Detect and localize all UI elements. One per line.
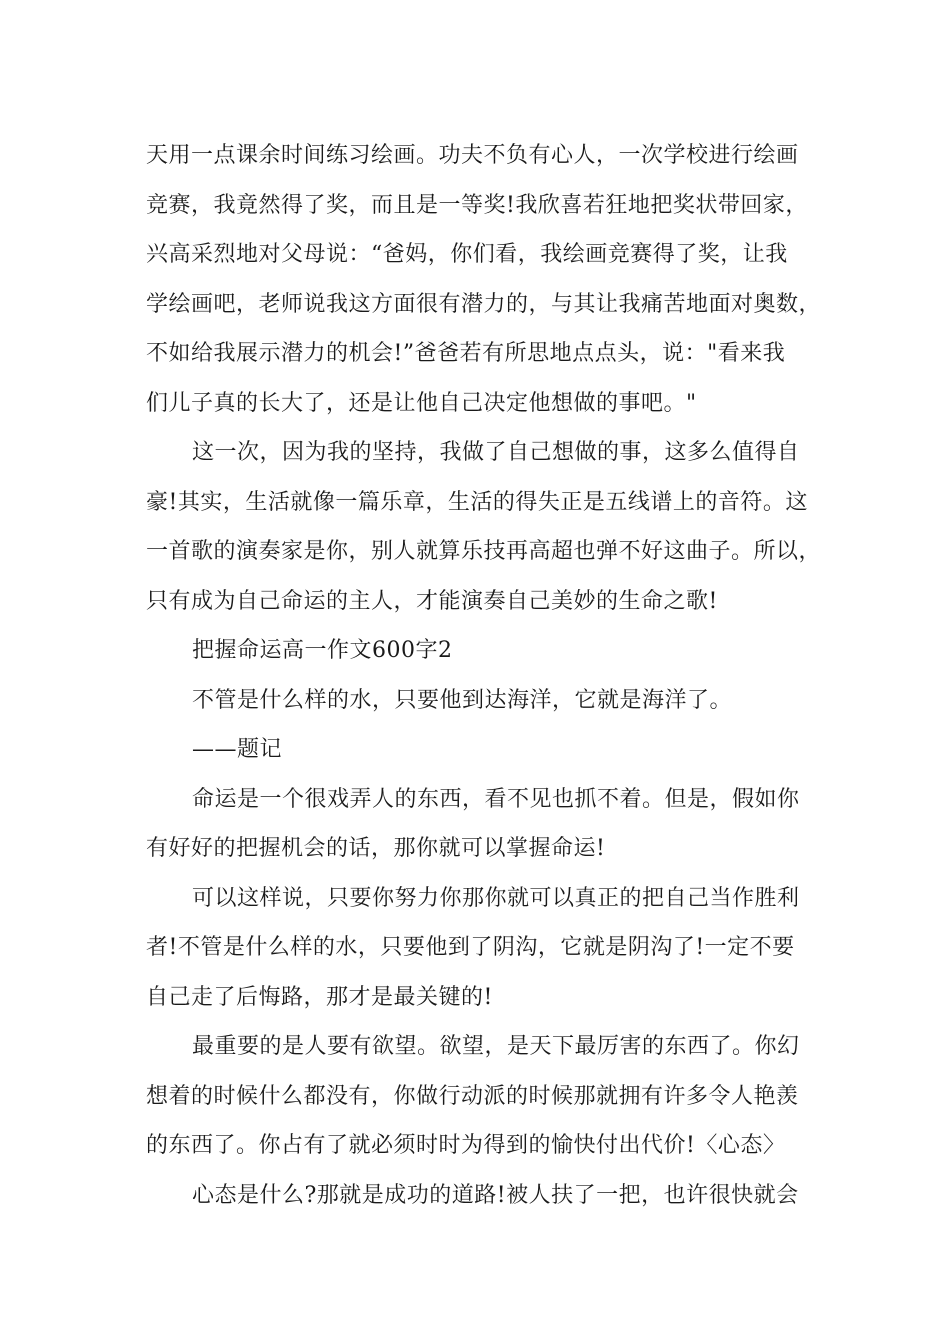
text-line: 者!不管是什么样的水，只要他到了阴沟，它就是阴沟了!一定不要 [146,935,795,960]
text-line: 豪!其实，生活就像一篇乐章，生活的得失正是五线谱上的音符。这 [146,489,808,515]
text-line: 自己走了后悔路，那才是最关键的! [146,984,493,1010]
text-line: 竞赛，我竟然得了奖，而且是一等奖!我欣喜若狂地把奖状带回家， [146,192,808,218]
text-line: 只有成为自己命运的主人，才能演奏自己美妙的生命之歌! [146,588,718,614]
text-line: 有好好的把握机会的话，那你就可以掌握命运! [146,836,606,861]
text-line: 可以这样说，只要你努力你那你就可以真正的把自己当作胜利 [192,885,800,911]
text-line: 这一次，因为我的坚持，我做了自己想做的事，这多么值得自 [192,440,800,465]
text-line: 不如给我展示潜力的机会!”爸爸若有所思地点点头，说："看来我 [146,341,786,366]
text-line: 命运是一个很戏弄人的东西，看不见也抓不着。但是，假如你 [192,786,800,812]
text-line: 天用一点课余时间练习绘画。功夫不负有心人，一次学校进行绘画 [146,143,799,168]
text-line: 想着的时候什么都没有，你做行动派的时候那就拥有许多令人艳羡 [146,1083,799,1109]
epigraph-attribution: ——题记 [192,737,283,762]
text-line: 的东西了。你占有了就必须时时为得到的愉快付出代价!〈心态〉 [146,1133,786,1158]
text-line: 一首歌的演奏家是你，别人就算乐技再高超也弹不好这曲子。所以， [146,539,822,564]
epigraph-line: 不管是什么样的水，只要他到达海洋，它就是海洋了。 [192,687,733,713]
text-line: 最重要的是人要有欲望。欲望，是天下最厉害的东西了。你幻 [192,1034,800,1059]
text-line: 们儿子真的长大了，还是让他自己决定他想做的事吧。" [146,390,697,416]
essay-text [146,131,826,1220]
text-line: 兴高采烈地对父母说：“爸妈，你们看，我绘画竞赛得了奖，让我 [146,242,788,267]
text-line: 学绘画吧，老师说我这方面很有潜力的，与其让我痛苦地面对奥数， [146,291,822,317]
section-heading: 把握命运高一作文600字2 [192,638,453,663]
text-line: 心态是什么?那就是成功的道路!被人扶了一把，也许很快就会 [192,1182,799,1208]
